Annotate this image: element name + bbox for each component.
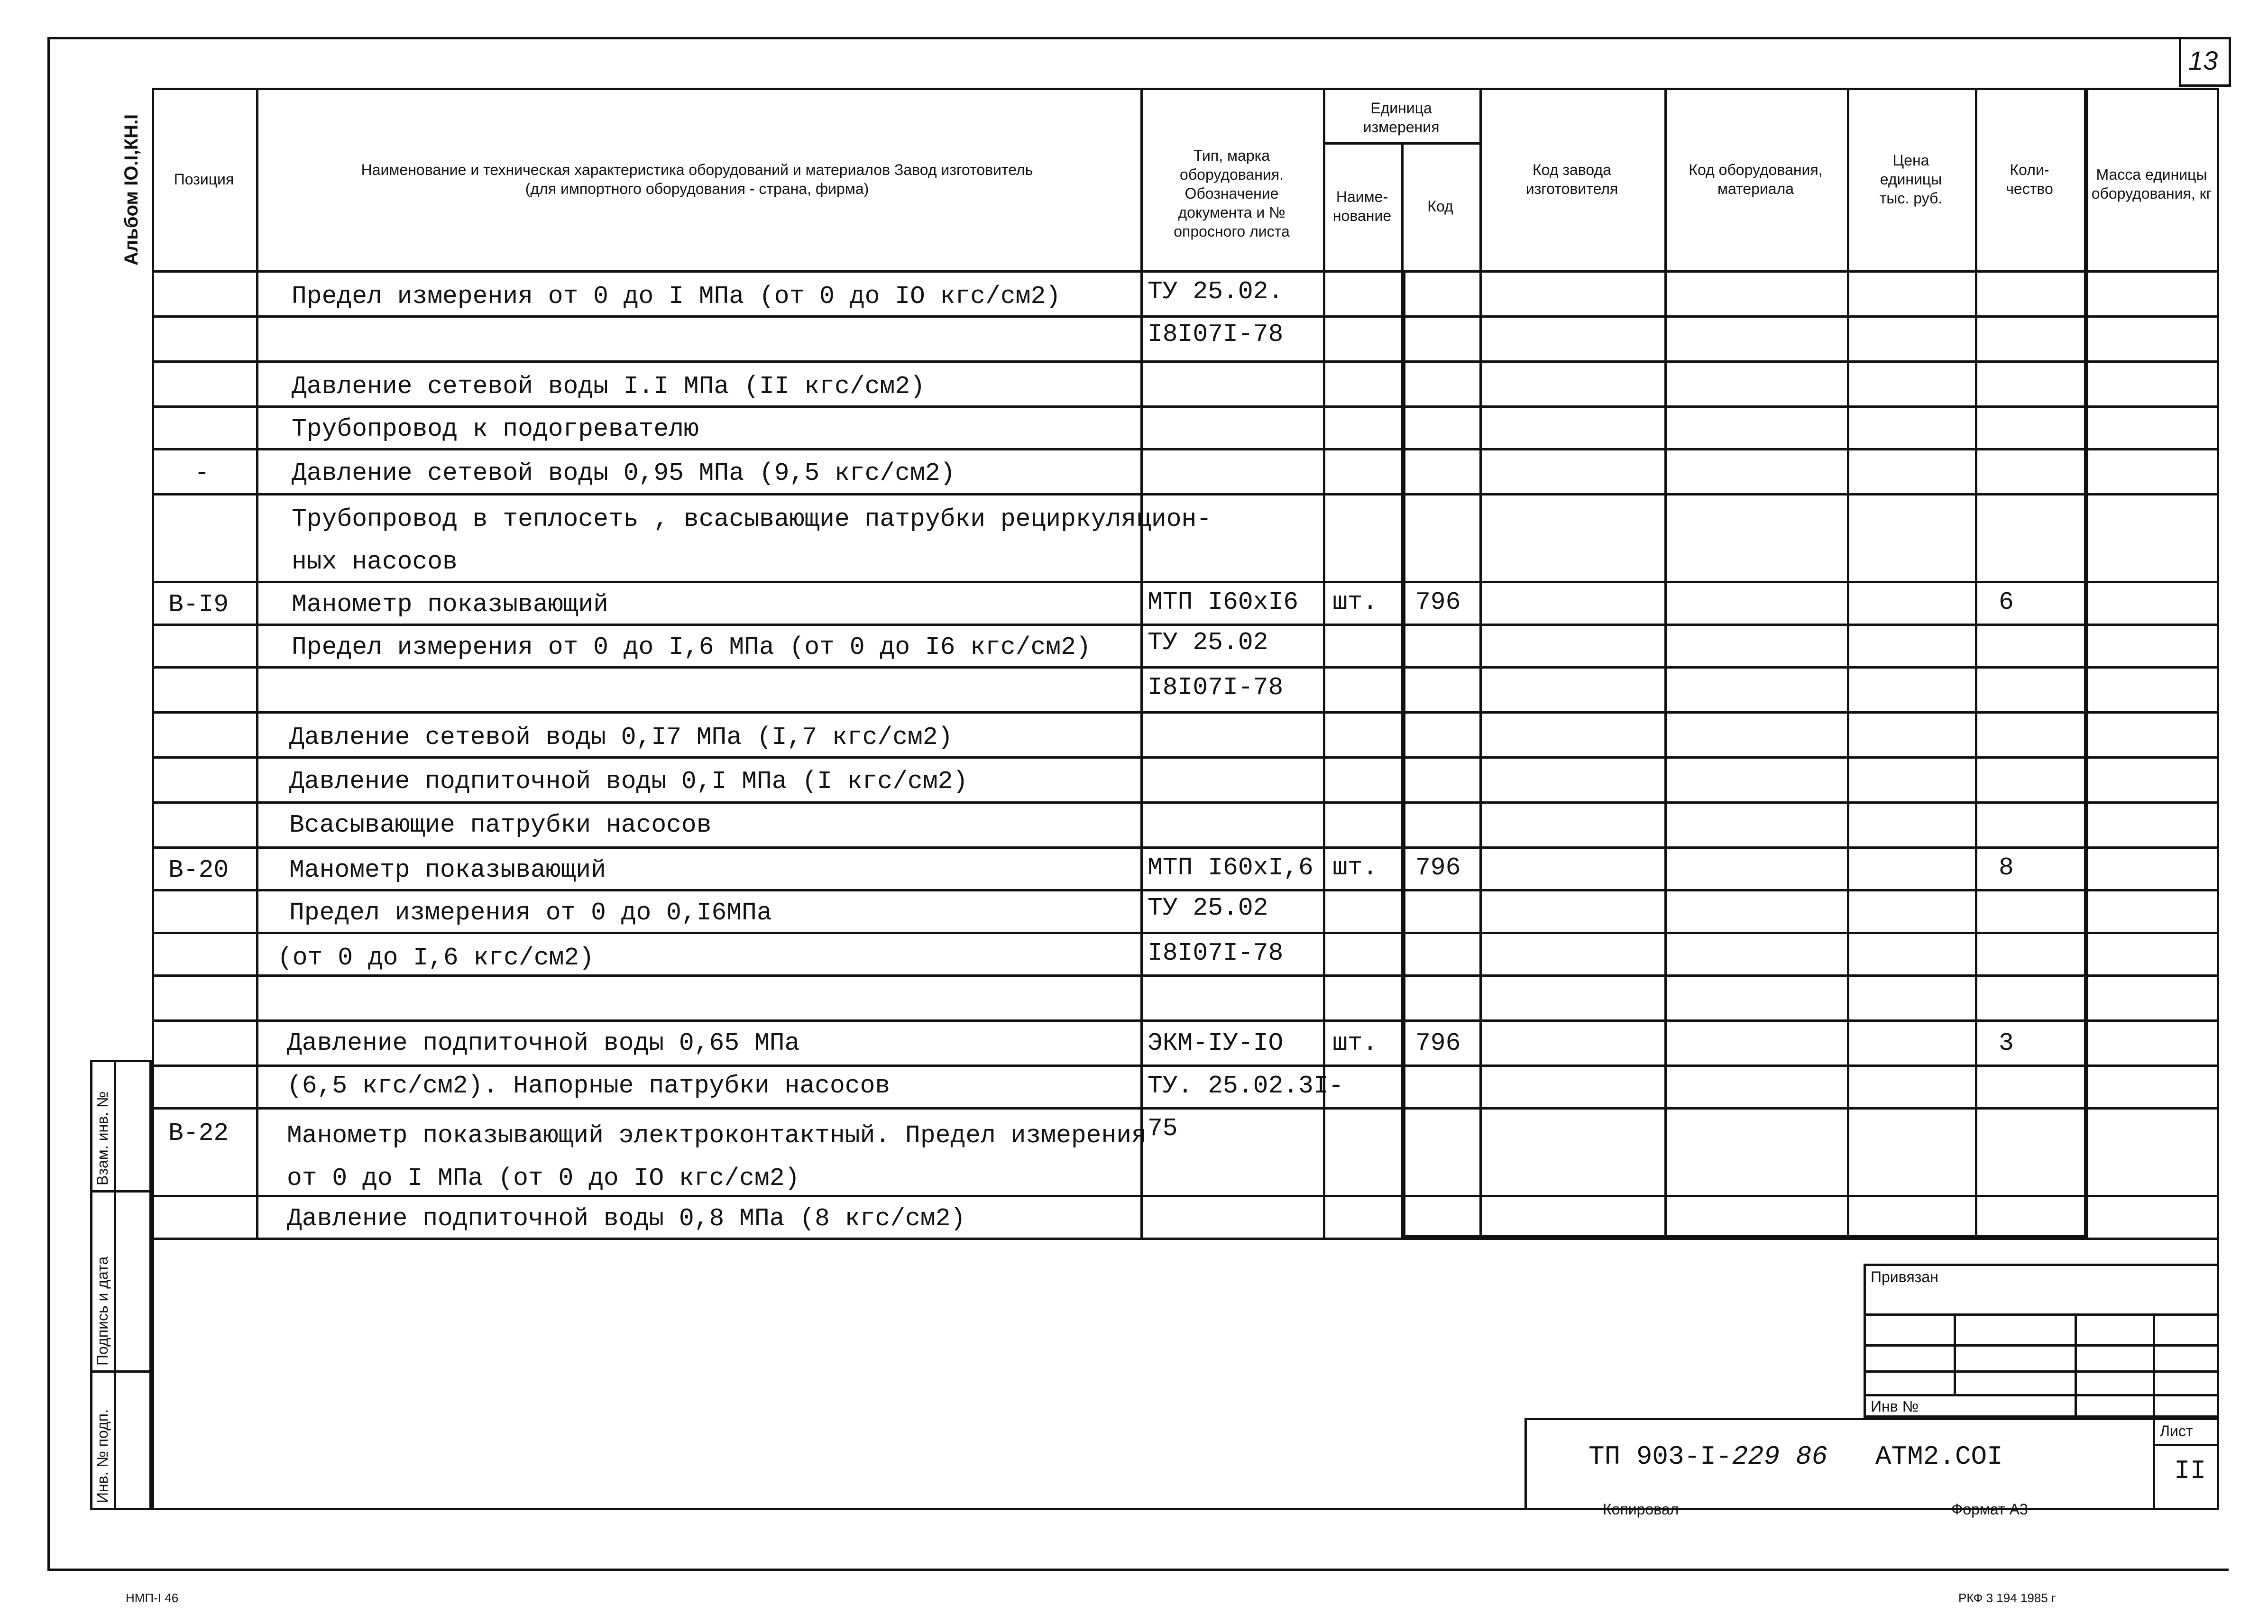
row-line: [152, 360, 2219, 363]
header-unit-code: Код: [1427, 198, 1453, 215]
doc-code-print: ТП 903-I-: [1589, 1441, 1732, 1472]
row-line: [152, 974, 2219, 977]
row-line: [152, 666, 2219, 669]
header-equip-code: Код оборудования, материала: [1689, 161, 1823, 197]
side-stamp-separator: [90, 1370, 152, 1373]
sheet-value: II: [2174, 1456, 2206, 1486]
row-position: В-I9: [168, 590, 229, 619]
row-quantity: 3: [1999, 1029, 2014, 1057]
row-code: 796: [1415, 853, 1461, 882]
row-name: Манометр показывающий: [289, 856, 606, 884]
col-line: [1401, 270, 1405, 1238]
header-unit-name: Наиме- нование: [1332, 188, 1392, 224]
row-line: [152, 1195, 2219, 1197]
row-name: (от 0 до I,6 кгс/см2): [277, 944, 594, 972]
row-type: МТП I60хI,6: [1148, 853, 1313, 882]
row-line: [152, 405, 2219, 408]
privyazan-col: [1954, 1313, 1956, 1394]
page-number: 13: [2188, 46, 2218, 75]
copied-label: Копировал: [1603, 1501, 1679, 1518]
header-unit-group: Единица измерения: [1363, 99, 1440, 136]
row-line: [152, 846, 2219, 849]
left-print-code: НМП-I 46: [126, 1591, 179, 1605]
outer-top-line: [47, 37, 2229, 39]
row-name: ных насосов: [292, 548, 458, 576]
row-line: [152, 315, 2219, 318]
row-line: [152, 493, 2219, 495]
row-unit: шт.: [1332, 853, 1378, 882]
row-name: Давление подпиточной воды 0,65 МПа: [287, 1029, 800, 1057]
side-stamp-separator: [90, 1190, 152, 1193]
row-type: I8I07I-78: [1148, 673, 1284, 702]
doc-code-gap: [1827, 1441, 1875, 1472]
row-line: [152, 624, 2219, 626]
row-type: ТУ 25.02: [1148, 894, 1268, 922]
row-name: Давление сетевой воды I.I МПа (II кгс/см2): [292, 372, 925, 401]
row-name: Трубопровод к подогревателю: [292, 415, 699, 443]
outer-left-line: [47, 37, 50, 1569]
row-type: ТУ. 25.02.3I-: [1148, 1072, 1344, 1100]
row-line: [152, 1107, 2219, 1110]
row-line: [152, 801, 2219, 804]
row-line: [152, 1019, 2219, 1022]
row-name: Предел измерения от 0 до I,6 МПа (от 0 до I6 кгс/см2): [292, 633, 1091, 661]
row-quantity: 6: [1999, 588, 2014, 616]
row-code: 796: [1415, 588, 1461, 616]
stamp-signature-date: Подпись и дата: [94, 1256, 111, 1366]
header-quantity: Коли- чество: [2006, 161, 2053, 197]
doc-code-hand: 229 86: [1732, 1441, 1828, 1472]
album-label-line: [152, 88, 154, 1235]
row-name: Трубопровод в теплосеть , всасывающие патрубки рециркуляцион-: [292, 505, 1212, 533]
row-line: [152, 711, 2219, 714]
privyazan-line: [1864, 1394, 2219, 1396]
stamp-inventory-no: Инв. № подп.: [94, 1409, 111, 1503]
privyazan-line: [1864, 1313, 2219, 1316]
row-position: В-22: [168, 1119, 229, 1147]
sheet-divider: [2153, 1418, 2155, 1510]
inv-no-label: Инв №: [1871, 1398, 1919, 1415]
row-name: Всасывающие патрубки насосов: [289, 811, 712, 839]
header-position: Позиция: [174, 170, 234, 188]
row-name: Давление подпиточной воды 0,I МПа (I кгс/см2): [289, 767, 968, 796]
row-name: Манометр показывающий электроконтактный. Предел измерения: [287, 1121, 1147, 1150]
doc-code: [1589, 1441, 2003, 1472]
doc-suffix: АТМ2.COI: [1875, 1441, 2003, 1472]
row-quantity: 8: [1999, 853, 2014, 882]
privyazan-line: [1864, 1370, 2219, 1373]
row-unit: шт.: [1332, 1029, 1378, 1057]
row-name: Предел измерения от 0 до I МПа (от 0 до IO кгс/см2): [292, 282, 1061, 311]
row-line: [152, 932, 2219, 934]
row-name: Предел измерения от 0 до 0,I6МПа: [289, 899, 772, 927]
row-name: Давление сетевой воды 0,95 МПа (9,5 кгс/см2): [292, 459, 955, 487]
sheet-label-line: [2153, 1444, 2219, 1446]
row-type: ТУ 25.02: [1148, 628, 1268, 657]
table-end-line: [152, 1238, 2219, 1240]
sheet-label: Лист: [2160, 1422, 2193, 1440]
row-name: Давление сетевой воды 0,I7 МПа (I,7 кгс/см2): [289, 723, 953, 752]
privyazan-label: Привязан: [1871, 1268, 1938, 1285]
row-name: Давление подпиточной воды 0,8 МПа (8 кгс/см2): [287, 1204, 966, 1233]
row-unit: шт.: [1332, 588, 1378, 616]
row-type: 75: [1148, 1114, 1178, 1143]
row-position: -: [194, 459, 210, 487]
privyazan-col: [2153, 1313, 2155, 1418]
row-line: [152, 889, 2219, 891]
side-stamp-divider: [114, 1060, 116, 1510]
privyazan-col: [2075, 1313, 2077, 1418]
row-code: 796: [1415, 1029, 1461, 1057]
album-label: Альбом IO.I,КН.I: [121, 114, 142, 266]
row-name: от 0 до I МПа (от 0 до IO кгс/см2): [287, 1164, 800, 1193]
header-type: Тип, марка оборудования. Обозначение документа и № опросного листа: [1174, 147, 1290, 240]
row-line: [152, 581, 2219, 583]
row-type: ТУ 25.02.: [1148, 277, 1284, 306]
row-type: I8I07I-78: [1148, 320, 1284, 349]
row-name: (6,5 кгс/см2). Напорные патрубки насосов: [287, 1072, 891, 1100]
header-bottom-line: [152, 270, 2219, 273]
header-factory-code: Код завода изготовителя: [1525, 161, 1618, 197]
row-name: Манометр показывающий: [292, 590, 608, 619]
format-label: Формат А3: [1951, 1501, 2028, 1518]
header-name: Наименование и техническая характеристика оборудований и материалов Завод изготовитель (для импортного оборудования - страна, фирма): [361, 161, 1033, 197]
privyazan-line: [1864, 1344, 2219, 1347]
row-type: I8I07I-78: [1148, 939, 1284, 967]
row-line: [152, 1064, 2219, 1067]
row-position: В-20: [168, 856, 229, 884]
row-type: ЭКМ-IУ-IO: [1148, 1029, 1284, 1057]
header-mass: Масса единицы оборудования, кг: [2091, 165, 2212, 202]
header-price: Цена единицы тыс. руб.: [1879, 151, 1943, 207]
stamp-replacement-inv: Взам. инв. №: [94, 1091, 111, 1185]
outer-bottom-line: [47, 1569, 2229, 1571]
right-print-code: РКФ 3 194 1985 г: [1958, 1591, 2056, 1605]
row-type: МТП I60хI6: [1148, 588, 1299, 616]
row-line: [152, 448, 2219, 450]
row-line: [152, 756, 2219, 759]
